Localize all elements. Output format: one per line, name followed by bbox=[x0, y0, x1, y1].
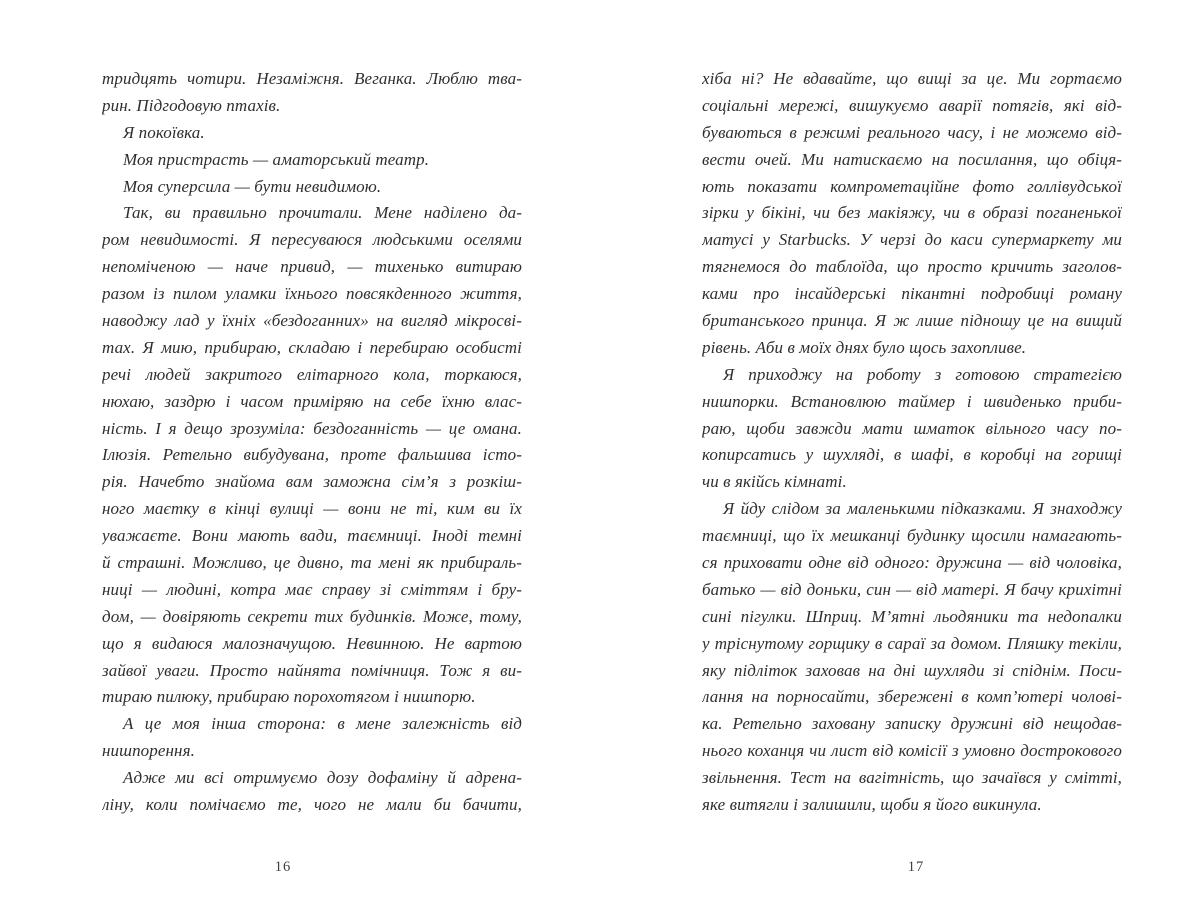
text-line: тираю пилюку, прибираю порохотягом і нишпорю. bbox=[102, 687, 476, 707]
text-line: Я покоївка. bbox=[123, 122, 205, 142]
text-line: наводжу лад у їхніх «бездоганних» на вигляд мікросві- bbox=[102, 311, 522, 331]
left-page-text-block bbox=[102, 66, 522, 819]
text-line: ність. І я дещо зрозуміла: бездоганність — це омана. bbox=[102, 418, 522, 438]
text-line: сині пігулки. Шприц. М’ятні льодяники та недопалки bbox=[702, 606, 1122, 626]
text-line: тридцять чотири. Незаміжня. Веганка. Люблю тва- bbox=[102, 69, 522, 88]
text-line: й страшні. Можливо, це дивно, та мені як прибираль- bbox=[102, 553, 522, 573]
text-line: дом, — довіряють секрети тих будинків. Може, тому, bbox=[102, 606, 522, 626]
text-line: ками про інсайдерські пікантні подробиці роману bbox=[702, 284, 1122, 304]
text-line: копирсатись у шухляді, в шафі, в коробці на горищі bbox=[702, 445, 1122, 465]
text-line: ного маєтку в кінці вулиці — вони не ті, ким ви їх bbox=[102, 499, 522, 519]
text-line: Адже ми всі отримуємо дозу дофаміну й адрена- bbox=[123, 768, 522, 788]
text-line: ка. Ретельно заховану записку дружині від нещодав- bbox=[702, 714, 1122, 734]
text-line: хіба ні? Не вдавайте, що вищі за це. Ми гортаємо bbox=[702, 69, 1122, 88]
text-line: чи в якійсь кімнаті. bbox=[702, 472, 847, 492]
text-line: британського принца. Я ж лише підношу це на вищий bbox=[702, 311, 1122, 331]
text-line: тягнемося до таблоїда, що просто кричить заголов- bbox=[702, 257, 1122, 277]
text-line: буваються в режимі реального часу, і не можемо від- bbox=[702, 122, 1122, 142]
left-page-number: 16 bbox=[274, 859, 292, 875]
text-line: разом із пилом уламки їхнього повсякденного життя, bbox=[102, 284, 522, 304]
text-line: батько — від доньки, син — від матері. Я бачу крихітні bbox=[702, 579, 1122, 599]
text-line: Я йду слідом за маленькими підказками. Я знаходжу bbox=[723, 499, 1122, 519]
text-line: Так, ви правильно прочитали. Мене наділено да- bbox=[123, 203, 522, 223]
right-page-number: 17 bbox=[907, 859, 925, 875]
text-line: ром невидимості. Я пересуваюся людськими оселями bbox=[102, 230, 522, 250]
text-line: рія. Начебто знайома вам заможна сім’я з розкіш- bbox=[102, 472, 522, 492]
text-line: зайвої уваги. Просто найнята помічниця. Тож я ви- bbox=[102, 660, 522, 680]
text-line: А це моя інша сторона: в мене залежність від bbox=[123, 714, 522, 734]
text-line: раю, щоби завжди мати шматок вільного часу по- bbox=[702, 418, 1122, 438]
text-line: нюхаю, заздрю і часом приміряю на себе їхню влас- bbox=[102, 391, 522, 411]
text-line: яку підліток заховав на дні шухляди зі спіднім. Поси- bbox=[702, 660, 1122, 680]
text-line: ниці — людині, котра має справу зі сміттям і бру- bbox=[102, 579, 522, 599]
text-line: нього коханця чи лист від комісії з умовно дострокового bbox=[702, 741, 1122, 761]
text-line: Моя суперсила — бути невидимою. bbox=[123, 176, 382, 196]
text-line: таємниці, що їх мешканці будинку щосили намагають- bbox=[702, 526, 1122, 546]
text-line: нишпорки. Встановлюю таймер і швиденько приби- bbox=[702, 391, 1122, 411]
text-line: зірки у бікіні, чи без макіяжу, чи в образі поганенької bbox=[702, 203, 1122, 223]
text-line: уважаєте. Вони мають вади, таємниці. Іноді темні bbox=[102, 526, 522, 546]
text-line: соціальні мережі, вишукуємо аварії потягів, які від- bbox=[702, 95, 1122, 115]
text-line: ліну, коли помічаємо те, чого не мали би бачити, bbox=[102, 795, 522, 815]
text-line: ють показати компрометаційне фото голлівудської bbox=[702, 176, 1122, 196]
right-page-text-block bbox=[702, 66, 1122, 819]
text-line: нишпорення. bbox=[102, 741, 195, 761]
text-line: речі людей закритого елітарного кола, торкаюся, bbox=[102, 364, 522, 384]
text-line: рин. Підгодовую птахів. bbox=[102, 95, 281, 115]
text-line: непоміченою — наче привид, — тихенько витираю bbox=[102, 257, 522, 277]
text-line: Ілюзія. Ретельно вибудувана, проте фальшива істо- bbox=[102, 445, 522, 465]
text-line: рівень. Аби в моїх днях було щось захопливе. bbox=[702, 337, 1027, 357]
text-line: вести очей. Ми натискаємо на посилання, що обіця- bbox=[702, 149, 1122, 169]
text-line: Я приходжу на роботу з готовою стратегією bbox=[723, 364, 1122, 384]
text-line: Моя пристрасть — аматорський театр. bbox=[123, 149, 430, 169]
text-line: звільнення. Тест на вагітність, що зачаївся у смітті, bbox=[702, 768, 1122, 788]
text-line: що я видаюся малозначущою. Невинною. Не вартою bbox=[102, 633, 522, 653]
text-line: у тріснутому горщику в сараї за домом. Пляшку текіли, bbox=[702, 633, 1122, 653]
text-line: лання на порносайти, збережені в комп’ютері чолові- bbox=[702, 687, 1122, 707]
text-line: матусі у Starbucks. У черзі до каси супермаркету ми bbox=[702, 230, 1122, 250]
text-line: ся приховати одне від одного: дружина — від чоловіка, bbox=[702, 553, 1122, 573]
text-line: тах. Я мию, прибираю, складаю і перебираю особисті bbox=[102, 337, 522, 357]
text-line: яке витягли і залишили, щоби я його викинула. bbox=[702, 795, 1042, 815]
